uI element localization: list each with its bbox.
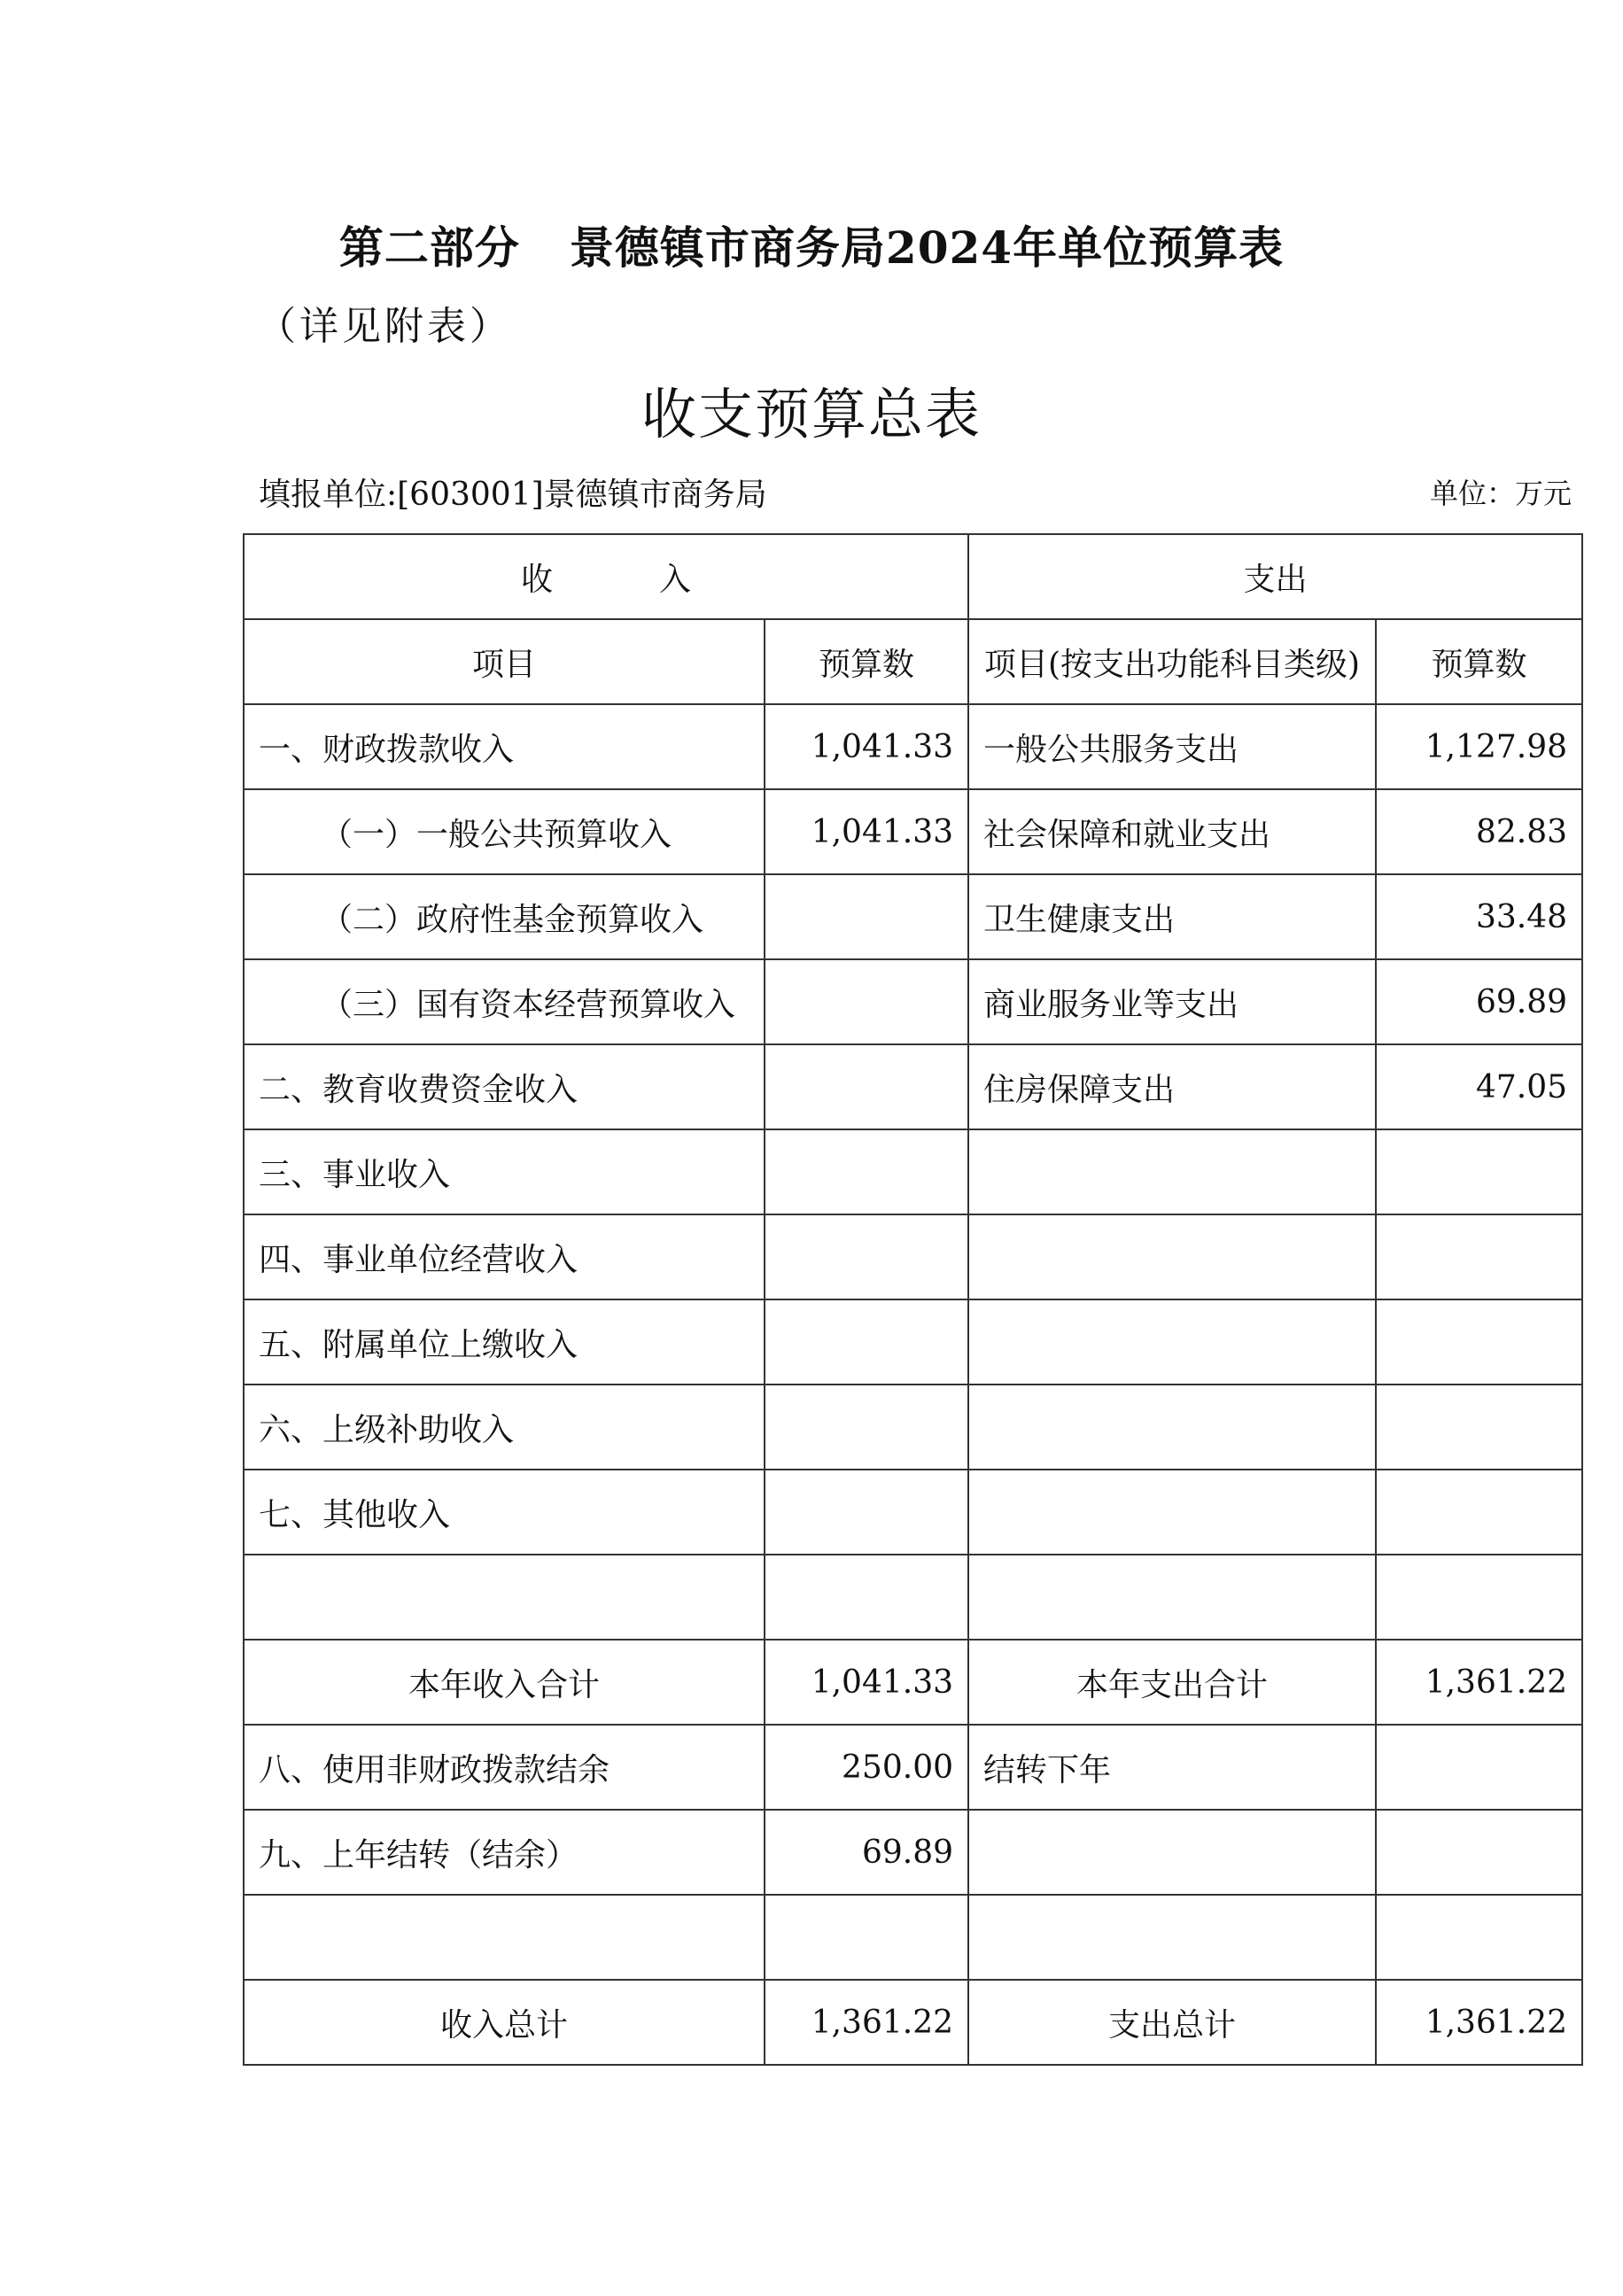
expense-amount-cell	[1376, 1470, 1582, 1555]
income-item-cell: 六、上级补助收入	[244, 1385, 765, 1470]
expense-item-cell	[968, 1555, 1376, 1640]
expense-item-cell: 支出总计	[968, 1980, 1376, 2065]
table-row	[244, 1555, 1582, 1640]
income-item-cell: 五、附属单位上缴收入	[244, 1299, 765, 1385]
expense-amount-cell: 1,361.22	[1376, 1640, 1582, 1725]
table-row	[244, 874, 1582, 959]
table-row	[244, 1895, 1582, 1980]
money-unit: 单位：万元	[1429, 477, 1572, 510]
expense-amount-cell	[1376, 1385, 1582, 1470]
table-row	[244, 1385, 1582, 1470]
expense-amount-cell	[1376, 1555, 1582, 1640]
income-item-cell: 八、使用非财政拨款结余	[244, 1725, 765, 1810]
col-header-income-amount: 预算数	[765, 619, 968, 704]
expense-item-cell	[968, 1470, 1376, 1555]
income-amount-cell: 1,041.33	[765, 1640, 968, 1725]
income-group-header	[244, 534, 968, 619]
table-title: 收支预算总表	[641, 382, 982, 446]
income-amount-cell	[765, 1895, 968, 1980]
expense-item-cell	[968, 1129, 1376, 1214]
expense-item-cell: 社会保障和就业支出	[968, 789, 1376, 874]
expense-amount-cell: 82.83	[1376, 789, 1582, 874]
income-item-cell: 三、事业收入	[244, 1129, 765, 1214]
income-item-cell: （三）国有资本经营预算收入	[244, 959, 765, 1044]
expense-item-cell: 一般公共服务支出	[968, 704, 1376, 789]
expense-item-cell	[968, 1214, 1376, 1299]
expense-amount-cell	[1376, 1129, 1582, 1214]
table-row	[244, 704, 1582, 789]
expense-amount-cell: 1,127.98	[1376, 704, 1582, 789]
income-item-cell	[244, 1555, 765, 1640]
table-row	[244, 1299, 1582, 1385]
expense-amount-cell	[1376, 1725, 1582, 1810]
income-amount-cell	[765, 874, 968, 959]
budget-table	[243, 533, 1583, 2066]
table-row	[244, 1980, 1582, 2065]
income-item-cell: 一、财政拨款收入	[244, 704, 765, 789]
expense-item-cell: 住房保障支出	[968, 1044, 1376, 1129]
table-row	[244, 1129, 1582, 1214]
expense-item-cell	[968, 1385, 1376, 1470]
expense-amount-cell: 1,361.22	[1376, 1980, 1582, 2065]
expense-item-cell	[968, 1299, 1376, 1385]
income-header-char-2: 入	[659, 561, 692, 598]
income-amount-cell: 1,041.33	[765, 704, 968, 789]
income-amount-cell: 69.89	[765, 1810, 968, 1895]
table-row	[244, 1044, 1582, 1129]
expense-amount-cell: 69.89	[1376, 959, 1582, 1044]
income-amount-cell	[765, 1044, 968, 1129]
income-amount-cell	[765, 1214, 968, 1299]
income-item-cell: 本年收入合计	[244, 1640, 765, 1725]
income-item-cell: 九、上年结转（结余）	[244, 1810, 765, 1895]
table-row	[244, 1214, 1582, 1299]
table-row	[244, 1725, 1582, 1810]
income-item-cell: （二）政府性基金预算收入	[244, 874, 765, 959]
col-header-expense-amount: 预算数	[1376, 619, 1582, 704]
income-amount-cell: 250.00	[765, 1725, 968, 1810]
expense-amount-cell	[1376, 1214, 1582, 1299]
expense-item-cell: 结转下年	[968, 1725, 1376, 1810]
table-row	[244, 959, 1582, 1044]
income-item-cell: 七、其他收入	[244, 1470, 765, 1555]
budget-table-body	[244, 534, 1582, 2065]
income-item-cell: 二、教育收费资金收入	[244, 1044, 765, 1129]
expense-item-cell: 商业服务业等支出	[968, 959, 1376, 1044]
table-row	[244, 1640, 1582, 1725]
income-amount-cell	[765, 1385, 968, 1470]
column-header-row	[244, 619, 1582, 704]
income-item-cell	[244, 1895, 765, 1980]
col-header-expense-item: 项目(按支出功能科目类级)	[968, 619, 1376, 704]
expense-amount-cell: 47.05	[1376, 1044, 1582, 1129]
income-amount-cell	[765, 1555, 968, 1640]
income-item-cell: 收入总计	[244, 1980, 765, 2065]
part-title	[0, 213, 1623, 276]
expense-item-cell	[968, 1810, 1376, 1895]
expense-amount-cell	[1376, 1299, 1582, 1385]
filling-unit: 填报单位:[603001]景德镇市商务局	[259, 477, 767, 513]
table-row	[244, 1470, 1582, 1555]
income-amount-cell	[765, 959, 968, 1044]
part-title-text: 景德镇市商务局2024年单位预算表	[569, 221, 1285, 274]
table-row	[244, 1810, 1582, 1895]
income-amount-cell	[765, 1470, 968, 1555]
expense-item-cell: 卫生健康支出	[968, 874, 1376, 959]
part-label: 第二部分	[338, 221, 520, 274]
group-header-row	[244, 534, 1582, 619]
income-amount-cell: 1,361.22	[765, 1980, 968, 2065]
income-amount-cell	[765, 1129, 968, 1214]
income-header-char-1: 收	[520, 561, 553, 598]
income-amount-cell	[765, 1299, 968, 1385]
income-item-cell: （一）一般公共预算收入	[244, 789, 765, 874]
table-row	[244, 789, 1582, 874]
income-amount-cell: 1,041.33	[765, 789, 968, 874]
col-header-income-item: 项目	[244, 619, 765, 704]
expense-item-cell: 本年支出合计	[968, 1640, 1376, 1725]
expense-amount-cell: 33.48	[1376, 874, 1582, 959]
expense-amount-cell	[1376, 1895, 1582, 1980]
expense-group-header: 支出	[968, 534, 1582, 619]
income-item-cell: 四、事业单位经营收入	[244, 1214, 765, 1299]
expense-amount-cell	[1376, 1810, 1582, 1895]
see-attachment-note: （详见附表）	[257, 304, 512, 349]
expense-item-cell	[968, 1895, 1376, 1980]
